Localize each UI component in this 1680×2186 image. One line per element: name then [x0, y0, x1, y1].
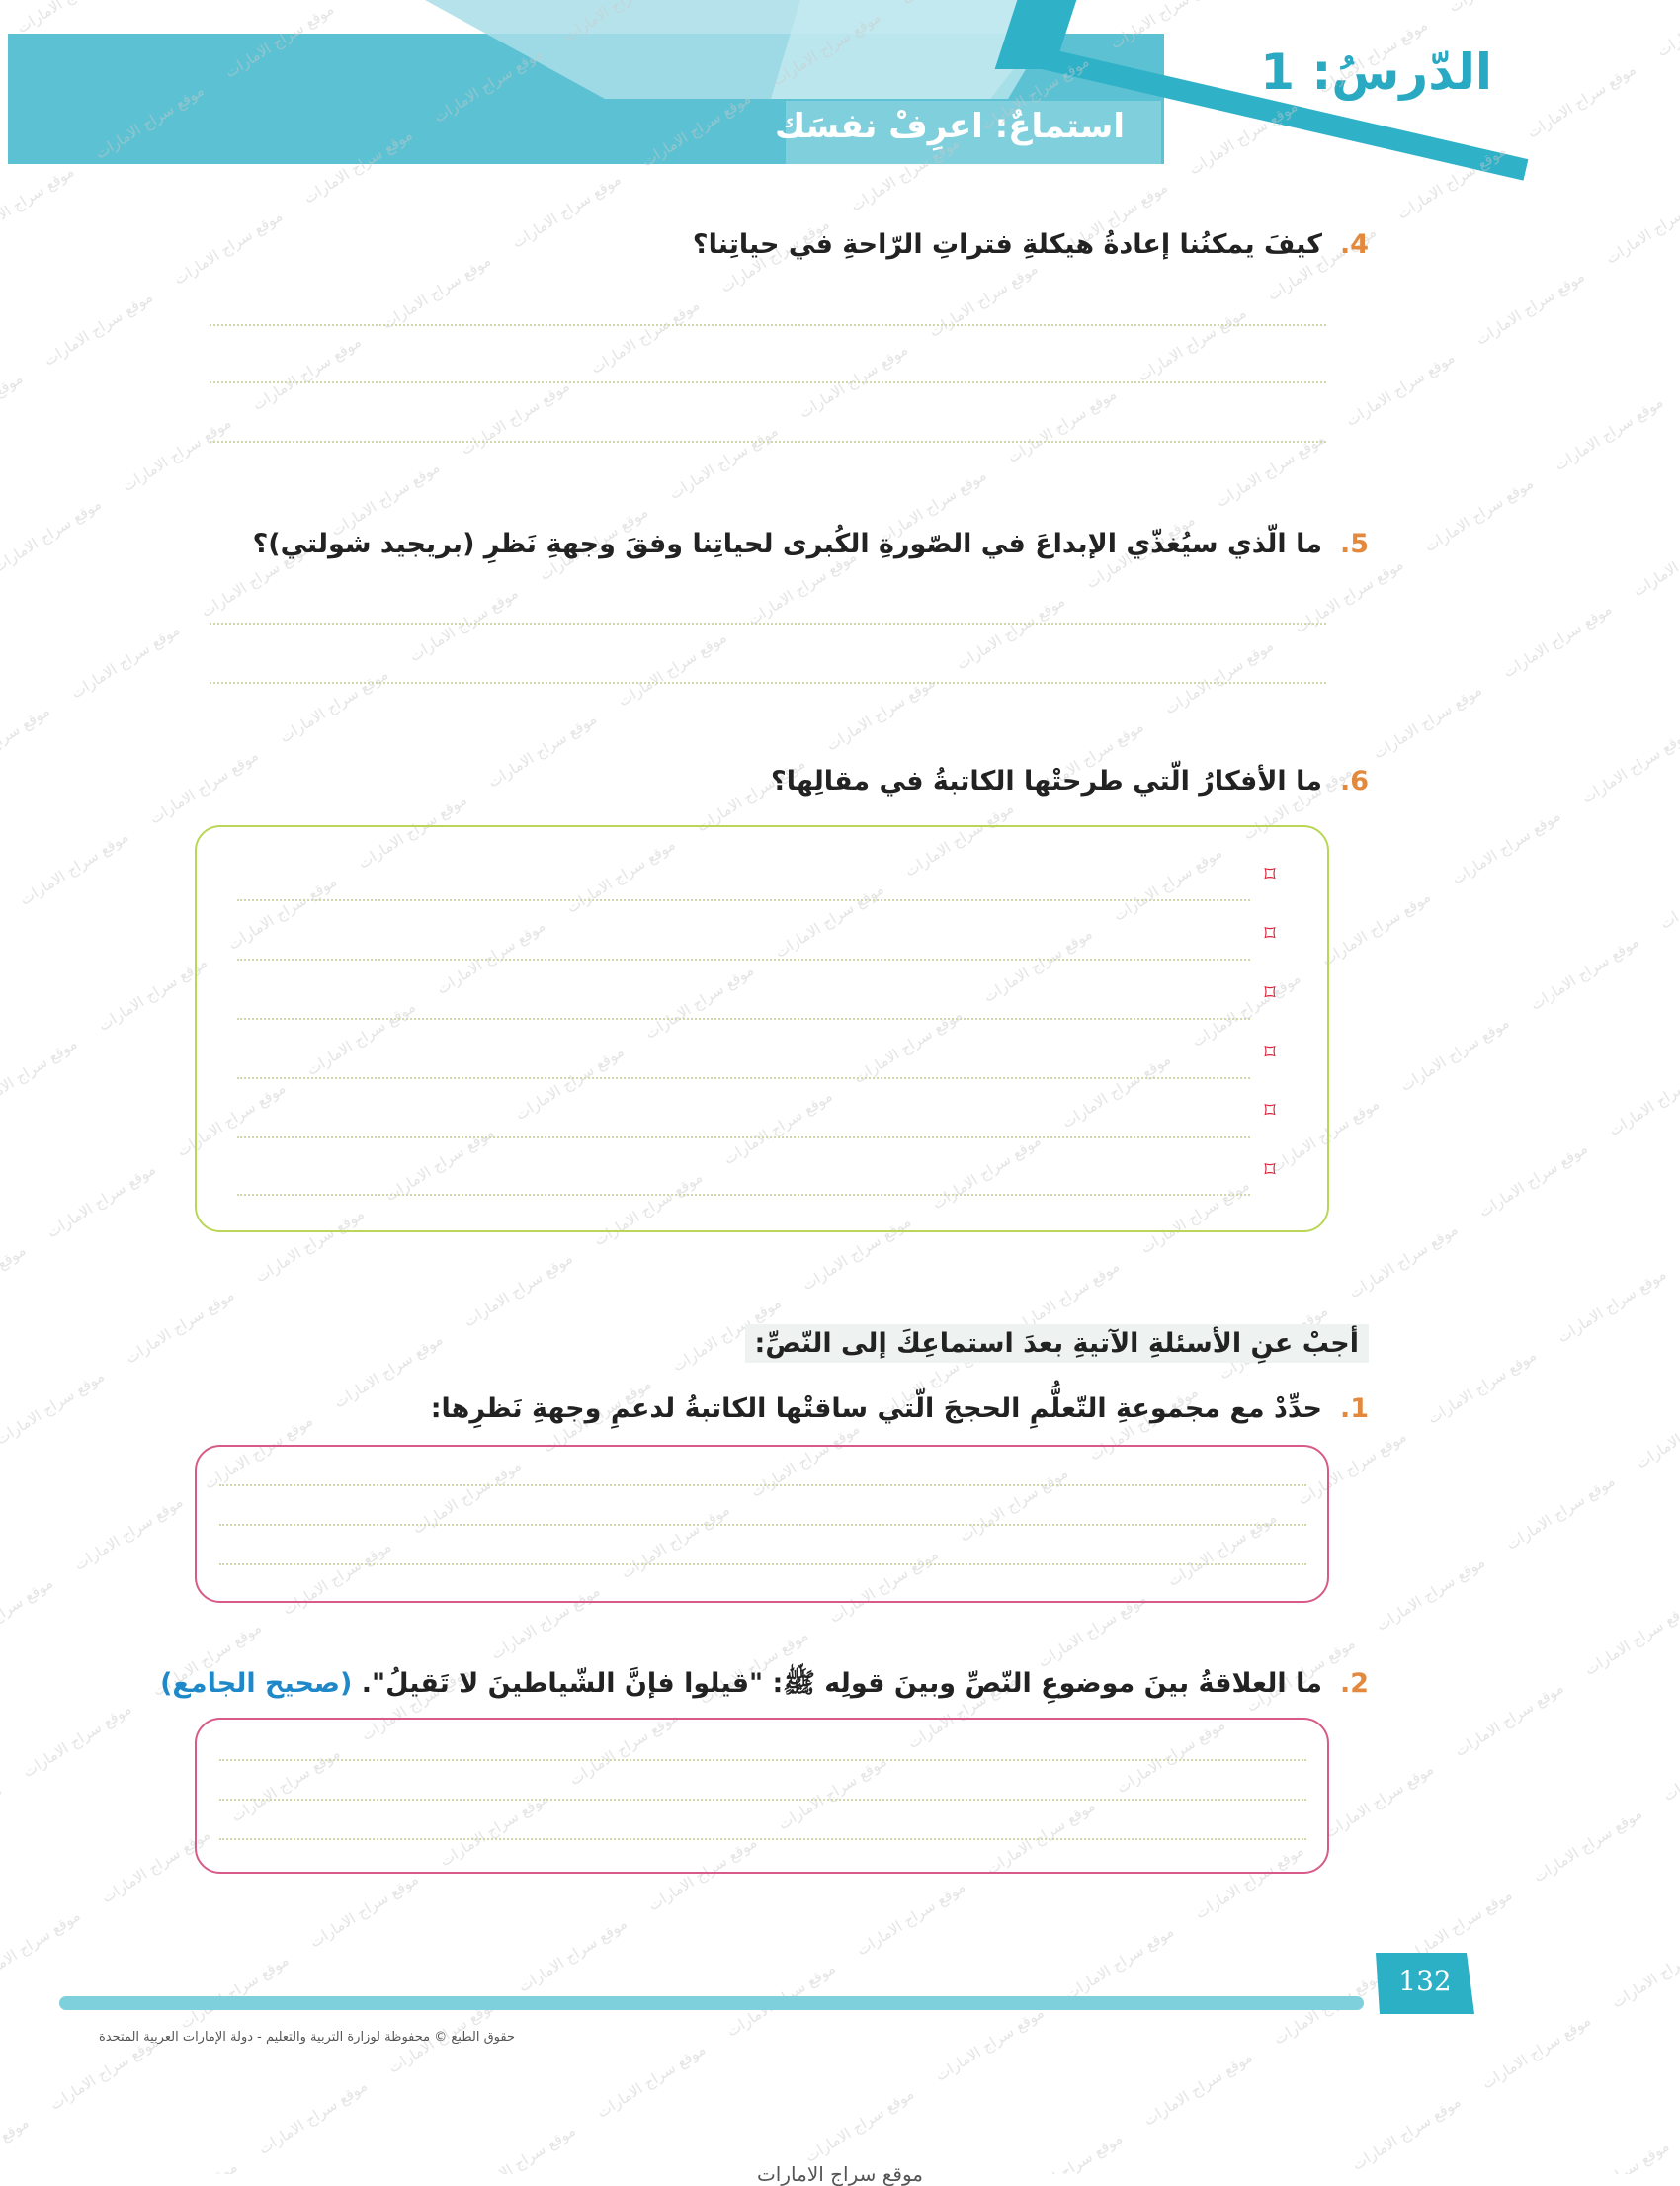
bullet-icon: ⌑ — [1264, 1099, 1276, 1124]
question-number: 5. — [1339, 529, 1369, 559]
answer-line[interactable] — [237, 1018, 1250, 1020]
question-number: 2. — [1339, 1668, 1369, 1699]
relation-answer-box — [195, 1718, 1329, 1874]
question-4 — [693, 229, 1369, 260]
answer-line[interactable] — [210, 381, 1326, 383]
footer-bar — [59, 1996, 1364, 2010]
answer-line[interactable] — [210, 441, 1326, 443]
instruction-heading: أجبْ عنِ الأسئلةِ الآتيةِ بعدَ استماعِكَ إلى النّصِّ: — [745, 1324, 1369, 1363]
answer-line[interactable] — [237, 1077, 1250, 1079]
question-number: 1. — [1339, 1393, 1369, 1424]
answer-line[interactable] — [210, 623, 1326, 625]
question-5 — [253, 529, 1369, 559]
answer-line[interactable] — [219, 1484, 1306, 1486]
answer-line[interactable] — [219, 1759, 1306, 1761]
site-name: موقع سراج الامارات — [756, 2162, 924, 2186]
question-2 — [160, 1666, 1369, 1706]
hadith-source: (صحيح الجامع) — [160, 1668, 353, 1699]
question-6 — [771, 766, 1369, 797]
answer-line[interactable] — [219, 1799, 1306, 1801]
question-text: ما العلاقةُ بينَ موضوعِ النّصِّ وبينَ قولِه ﷺ: "قيلوا فإنَّ الشّياطينَ لا تَقيلُ". — [361, 1668, 1322, 1699]
answer-line[interactable] — [210, 324, 1326, 326]
answer-line[interactable] — [219, 1838, 1306, 1840]
bullet-icon: ⌑ — [1264, 863, 1276, 887]
answer-line[interactable] — [237, 959, 1250, 961]
answer-line[interactable] — [237, 1136, 1250, 1138]
answer-line[interactable] — [219, 1563, 1306, 1565]
answer-line[interactable] — [237, 1194, 1250, 1196]
question-text: ما الأفكارُ الّتي طرحتْها الكاتبةُ في مقالِها؟ — [771, 766, 1322, 797]
bullet-icon: ⌑ — [1264, 1041, 1276, 1065]
page-number: 132 — [1398, 1965, 1452, 1997]
question-1 — [431, 1393, 1369, 1424]
question-text: كيفَ يمكنُنا إعادةُ هيكلةِ فتراتِ الرّاحةِ في حياتِنا؟ — [692, 229, 1322, 260]
bullet-icon: ⌑ — [1264, 922, 1276, 947]
bullet-icon: ⌑ — [1264, 981, 1276, 1006]
answer-line[interactable] — [210, 682, 1326, 684]
answer-line[interactable] — [237, 899, 1250, 901]
question-number: 6. — [1339, 766, 1369, 797]
answer-line[interactable] — [219, 1524, 1306, 1526]
bullet-icon: ⌑ — [1264, 1158, 1276, 1183]
copyright-note: حقوق الطبع © محفوظة لوزارة التربية والتعليم - دولة الإمارات العربية المتحدة — [99, 2030, 516, 2045]
ideas-answer-box — [195, 825, 1329, 1232]
question-text: حدِّدْ مع مجموعةِ التّعلُّمِ الحججَ الّتي ساقتْها الكاتبةُ لدعمِ وجهةِ نَظرِها: — [430, 1393, 1322, 1424]
question-text: ما الّذي سيُغذّي الإبداعَ في الصّورةِ الكُبرى لحياتِنا وفقَ وجهةِ نَظرِ (بريجيد شولتي)؟ — [252, 529, 1322, 559]
question-number: 4. — [1339, 229, 1369, 260]
